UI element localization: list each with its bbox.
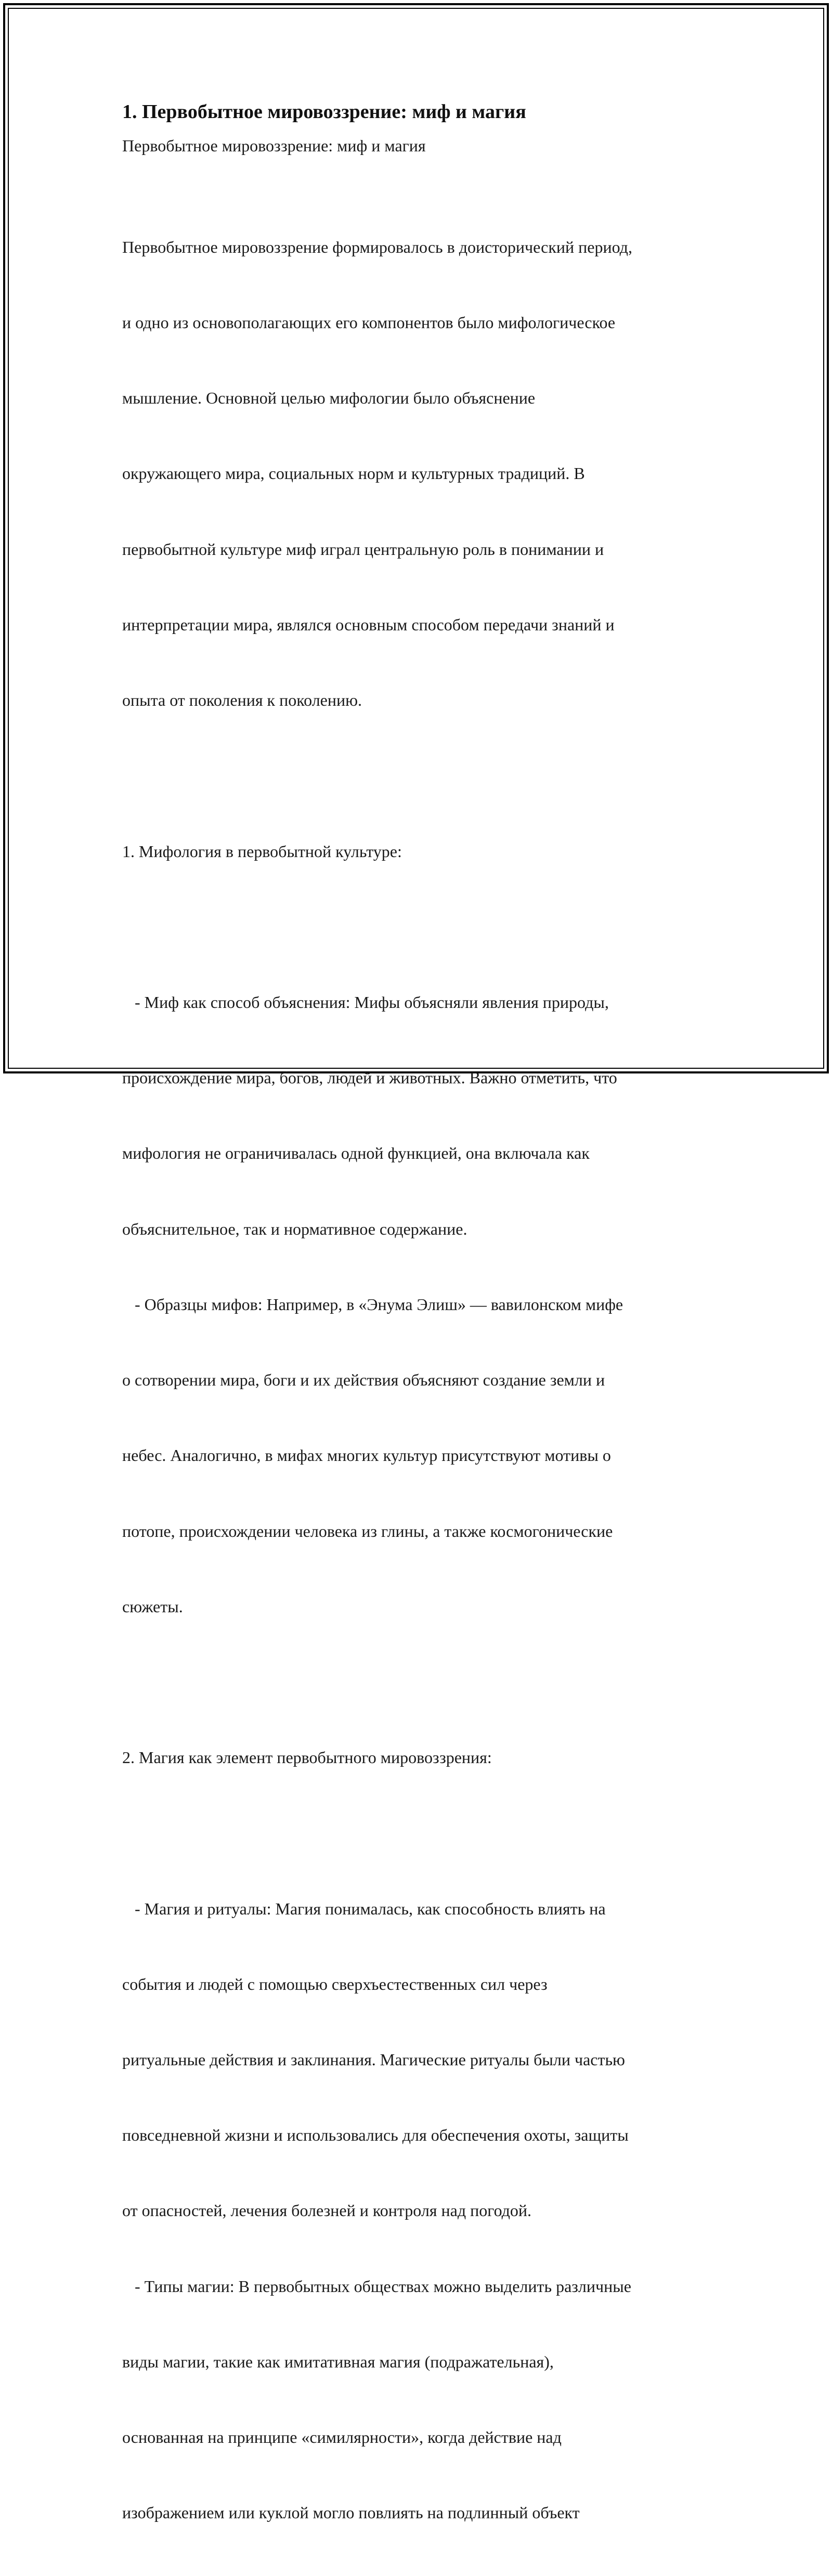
blank-line [122, 914, 715, 939]
text-line: окружающего мира, социальных норм и культурных традиций. В [122, 464, 585, 483]
text-line: опыта от поколения к поколению. [122, 691, 362, 710]
text-line: 2. Магия как элемент первобытного мировоззрения: [122, 1748, 492, 1767]
text-line: и одно из основополагающих его компонентов было мифологическое [122, 313, 616, 332]
text-line: мифология не ограничивалась одной функцией, она включала как [122, 1144, 590, 1163]
text-line: происхождение мира, богов, людей и животных. Важно отметить, что [122, 1068, 617, 1088]
blank-line [122, 1820, 715, 1845]
section-heading-mythology [122, 788, 715, 914]
text-line: интерпретации мира, являлся основным способом передачи знаний и [122, 615, 615, 634]
text-line: мышление. Основной целью мифологии было объяснение [122, 389, 536, 408]
text-line: о сотворении мира, боги и их действия объясняют создание земли и [122, 1370, 605, 1390]
document-title: 1. Первобытное мировоззрение: миф и магия [122, 101, 526, 123]
text-line: небес. Аналогично, в мифах многих культур присутствуют мотивы о [122, 1446, 611, 1465]
text-line: основанная на принципе «симилярности», когда действие над [122, 2428, 562, 2447]
text-line: изображением или куклой могло повлиять на подлинный объект [122, 2503, 580, 2522]
paragraph-mythology [122, 939, 715, 1669]
document-subtitle: Первобытное мировоззрение: миф и магия [122, 136, 426, 155]
text-line: потопе, происхождении человека из глины, а также космогонические [122, 1521, 613, 1541]
text-line: 1. Мифология в первобытной культуре: [122, 842, 402, 861]
text-line: ритуальные действия и заклинания. Магические ритуалы были частью [122, 2050, 625, 2069]
paragraph-magic [122, 1846, 715, 2576]
text-line: события и людей с помощью сверхъестественных сил через [122, 1974, 548, 1994]
document-body [122, 94, 715, 2576]
blank-line [122, 158, 715, 184]
text-line: - Миф как способ объяснения: Мифы объясняли явления природы, [122, 992, 609, 1012]
text-line: от опасностей, лечения болезней и контроля над погодой. [122, 2201, 532, 2220]
section-heading-magic [122, 1694, 715, 1820]
blank-line [122, 763, 715, 788]
text-line: Первобытное мировоззрение формировалось в доисторический период, [122, 237, 632, 256]
blank-line [122, 1669, 715, 1694]
text-line: повседневной жизни и использовались для обеспечения охоты, защиты [122, 2126, 629, 2145]
paragraph-intro [122, 184, 715, 763]
text-line: объяснительное, так и нормативное содержание. [122, 1219, 467, 1238]
text-line: виды магии, такие как имитативная магия (подражательная), [122, 2352, 554, 2371]
text-line: сюжеты. [122, 1597, 183, 1616]
text-line: - Образцы мифов: Например, в «Энума Элиш» — вавилонском мифе [122, 1295, 623, 1314]
text-line: - Магия и ритуалы: Магия понималась, как способность влиять на [122, 1899, 606, 1918]
text-line: первобытной культуре миф играл центральную роль в понимании и [122, 539, 604, 559]
text-line: - Типы магии: В первобытных обществах можно выделить различные [122, 2276, 631, 2296]
